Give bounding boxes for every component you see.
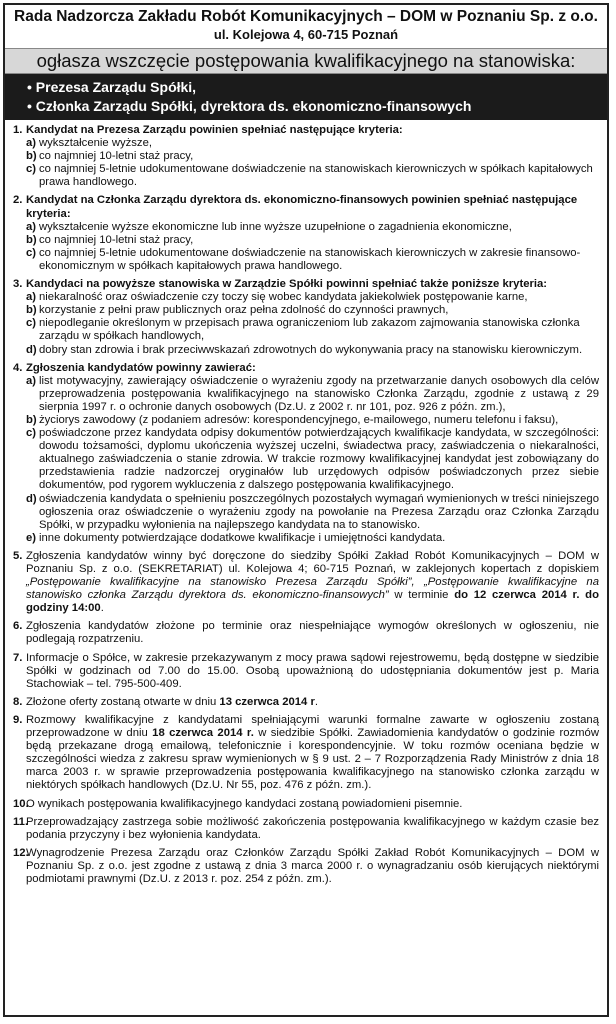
- list-item: [26, 317, 599, 343]
- position-president: • Prezesa Zarządu Spółki,: [27, 79, 197, 95]
- section-number: 4.: [13, 361, 23, 374]
- date-bold: 13 czerwca 2014 r: [219, 695, 315, 708]
- item-letter: a): [26, 291, 37, 304]
- section-number: 2.: [13, 194, 23, 207]
- section-number: 8.: [13, 695, 23, 708]
- text-part: Złożone oferty zostaną otwarte w dniu: [26, 695, 220, 708]
- section-number: 10.: [13, 797, 29, 810]
- section-title: Zgłoszenia kandydatów powinny zawierać:: [26, 361, 256, 374]
- list-item: [26, 344, 599, 357]
- text-part: Rozmowy kwalifikacyjne z kandydatami spełniającymi warunki formalne zawarte w ogłoszeniu zostaną przeprowadzone w dniu: [26, 713, 599, 740]
- section-8: [13, 696, 599, 709]
- section-number: 5.: [13, 549, 23, 562]
- section-text: [26, 550, 599, 615]
- item-text: niekaralność oraz oświadczenie czy toczy się wobec kandydata jakiekolwiek postępowanie karne,: [39, 291, 528, 304]
- list-item: [26, 493, 599, 532]
- list-item: [26, 137, 599, 150]
- list-item: [26, 291, 599, 304]
- item-text: co najmniej 5-letnie udokumentowane doświadczenie na stanowiskach kierowniczych w zakresie finansowo-ekonomicznym w spółkach kapitałowych prawa handlowego.: [39, 246, 581, 272]
- item-letter: c): [26, 317, 37, 330]
- date-bold: 18 czerwca 2014 r.: [152, 727, 254, 740]
- list-item: [26, 221, 599, 234]
- list-item: [26, 247, 599, 273]
- item-letter: d): [26, 343, 37, 356]
- item-text: poświadczone przez kandydata odpisy dokumentów potwierdzających kwalifikacje kandydata, w szczególności: dowodu tożsamości, dyplomu ukończenia wyższej uczelni, świadectwa pracy, zaświadczenia o niekaralności, aktualnego zaświadczenia o stanie zdrowia. W trakcie rozmowy kwalifikacyjnej kandydat jest zobowiązany do przedstawienia radzie nadzorczej oryginałów lub urzędowych odpisów poświadczonych przez siebie dokumentów, pod rygorem wykluczenia z dalszego postępowania kwalifikacyjnego.: [39, 427, 599, 492]
- item-letter: c): [26, 163, 37, 176]
- list-item: [26, 150, 599, 163]
- section-text: O wynikach postępowania kwalifikacyjnego kandydaci zostaną powiadomieni pisemnie.: [26, 797, 463, 810]
- item-text: co najmniej 10-letni staż pracy,: [39, 233, 194, 246]
- section-11: [13, 816, 599, 842]
- section-number: 9.: [13, 713, 23, 726]
- item-letter: a): [26, 220, 37, 233]
- item-text: życiorys zawodowy (z podaniem adresów: korespondencyjnego, e-mailowego, numeru telefonu i faksu),: [39, 413, 559, 426]
- section-2: [13, 194, 599, 273]
- section-7: [13, 652, 599, 691]
- item-text: inne dokumenty potwierdzające dodatkowe kwalifikacje i umiejętności kandydata.: [39, 531, 446, 544]
- item-letter: a): [26, 374, 37, 387]
- list-item: [26, 163, 599, 189]
- text-part: w siedzibie Spółki. Zawiadomienia kandydatów o godzinie rozmów będą przekazane drogą emailową, telefonicznie i korespondencyjnie. W toku rozmów oceniana będzie w szczególności wiedza z zakresu spraw wymienionych w § 9 ust. 2 – 7 Rozporządzenia Rady Ministrów z dnia 18 marca 2003 r. w sprawie przeprowadzenia postępowania kwalifikacyjnego na stanowisko członka zarządu w niektórych spółkach handlowych (Dz.U. Nr 55, poz. 476 z późn. zm.).: [26, 727, 599, 792]
- item-letter: d): [26, 492, 37, 505]
- position-board-member: • Członka Zarządu Spółki, dyrektora ds. ekonomiczno-finansowych: [27, 98, 472, 114]
- section-9: [13, 714, 599, 793]
- item-letter: b): [26, 413, 37, 426]
- text-part: Zgłoszenia kandydatów winny być doręczone do siedziby Spółki Zakład Robót Komunikacyjnych – DOM w Poznaniu Sp. z o.o. (SEKRETARIAT) ul. Kolejowa 4; 60-715 Poznań, w zaklejonych kopertach z dopiskiem: [26, 549, 599, 575]
- item-text: wykształcenie wyższe ekonomiczne lub inne wyższe uzupełnione o zagadnienia ekonomiczne,: [39, 220, 512, 233]
- section-text: Informacje o Spółce, w zakresie przekazywanym z mocy prawa sądowi rejestrowemu, będą dostępne w siedzibie Spółki w godzinach od 7.00 do 15.00. Osobą upoważnioną do udostępniania dokumentów jest p. Maria Stachowiak – tel. 795-500-409.: [26, 651, 599, 690]
- header: [5, 8, 607, 44]
- section-text: Przeprowadzający zastrzega sobie możliwość zakończenia postępowania kwalifikacyjnego w każdym czasie bez podania przyczyny i bez wyłonienia kandydata.: [26, 815, 599, 841]
- list-item: [26, 532, 599, 545]
- announcement-frame: [3, 3, 609, 1017]
- section-6: [13, 620, 599, 646]
- section-text: [26, 696, 599, 709]
- deadline-bold: do 12 czerwca 2014 r. do godziny 14:00: [26, 589, 599, 615]
- section-title: Kandydat na Członka Zarządu dyrektora ds. ekonomiczno-finansowych powinien spełniać następujące kryteria:: [26, 194, 578, 220]
- section-1: [13, 124, 599, 189]
- section-number: 6.: [13, 620, 23, 633]
- text-part-italic: „Postępowanie kwalifikacyjne na stanowisko Prezesa Zarządu Spółki”, „Postępowanie kwalifikacyjne na stanowisko członka Zarządu dyrektora ds. ekonomiczno-finansowych”: [26, 576, 599, 602]
- item-letter: e): [26, 531, 37, 544]
- item-letter: a): [26, 137, 37, 150]
- text-part: w terminie: [388, 589, 455, 602]
- item-letter: b): [26, 233, 37, 246]
- list-item: [26, 375, 599, 414]
- item-text: wykształcenie wyższe,: [39, 137, 153, 150]
- item-letter: b): [26, 150, 37, 163]
- item-text: niepodleganie określonym w przepisach prawa ograniczeniom lub zakazom zajmowania stanowiska członka zarządu w spółkach handlowych,: [39, 317, 580, 343]
- item-text: co najmniej 10-letni staż pracy,: [39, 150, 194, 163]
- item-text: korzystanie z pełni praw publicznych oraz pełna zdolność do czynności prawnych,: [39, 304, 449, 317]
- section-number: 11.: [13, 815, 29, 828]
- section-number: 3.: [13, 278, 23, 291]
- section-text: Wynagrodzenie Prezesa Zarządu oraz Członków Zarządu Spółki Zakład Robót Komunikacyjnych – DOM w Poznaniu Sp. z o.o. jest zgodne z ustawą z dnia 3 marca 2000 r. o wynagradzaniu osób kierujących niektórymi podmiotami prawnymi (Dz.U. z 2013 r. poz. 254 z późn. zm.).: [26, 846, 599, 885]
- list-item: [26, 234, 599, 247]
- section-10: [13, 798, 599, 811]
- list-item: [26, 414, 599, 427]
- section-title: Kandydaci na powyższe stanowiska w Zarządzie Spółki powinni spełniać także poniższe kryteria:: [26, 278, 548, 291]
- item-letter: c): [26, 427, 37, 440]
- section-text: [26, 714, 599, 793]
- text-part: .: [314, 695, 319, 708]
- item-letter: b): [26, 304, 37, 317]
- announcement-banner: ogłasza wszczęcie postępowania kwalifikacyjnego na stanowiska:: [5, 48, 607, 74]
- company-address: ul. Kolejowa 4, 60-715 Poznań: [213, 27, 399, 42]
- section-title: Kandydat na Prezesa Zarządu powinien spełniać następujące kryteria:: [26, 124, 403, 136]
- section-5: [13, 550, 599, 615]
- item-text: co najmniej 5-letnie udokumentowane doświadczenie na stanowiskach kierowniczych w spółkach kapitałowych prawa handlowego.: [39, 163, 593, 189]
- item-text: list motywacyjny, zawierający oświadczenie o wyrażeniu zgody na przetwarzanie danych osobowych dla celów przeprowadzenia postępowania kwalifikacyjnego na stanowisko Członka Zarządu, zgodnie z ustawą z 29 sierpnia 1997 r. o ochronie danych osobowych (Dz.U. z 2002 r. nr 101, poz. 926 z późn. zm.),: [39, 374, 599, 413]
- item-letter: c): [26, 246, 37, 259]
- section-number: 7.: [13, 651, 23, 664]
- section-number: 1.: [13, 124, 23, 136]
- list-item: [26, 304, 599, 317]
- item-text: dobry stan zdrowia i brak przeciwwskazań zdrowotnych do wykonywania pracy na stanowisku kierowniczym.: [39, 343, 583, 356]
- section-number: 12.: [13, 846, 29, 859]
- list-item: [26, 427, 599, 492]
- section-text: Zgłoszenia kandydatów złożone po terminie oraz niespełniające wymogów określonych w ogłoszeniu, nie podlegają rozpatrzeniu.: [26, 620, 599, 646]
- company-name: Rada Nadzorcza Zakładu Robót Komunikacyjnych – DOM w Poznaniu Sp. z o.o.: [14, 8, 598, 25]
- positions-box: [5, 74, 607, 120]
- text-part: .: [100, 602, 104, 615]
- section-4: [13, 362, 599, 545]
- item-text: oświadczenia kandydata o spełnieniu poszczególnych pozostałych wymagań wymienionych w treści niniejszego ogłoszenia oraz oświadczenie o wyrażeniu zgody na powołanie na Prezesa Zarządu oraz Członka Zarządu Spółki, w przypadku wyłonienia na najlepszego kandydata na to stanowisko.: [39, 492, 599, 531]
- announcement-body: [5, 120, 607, 886]
- section-12: [13, 847, 599, 886]
- section-3: [13, 278, 599, 357]
